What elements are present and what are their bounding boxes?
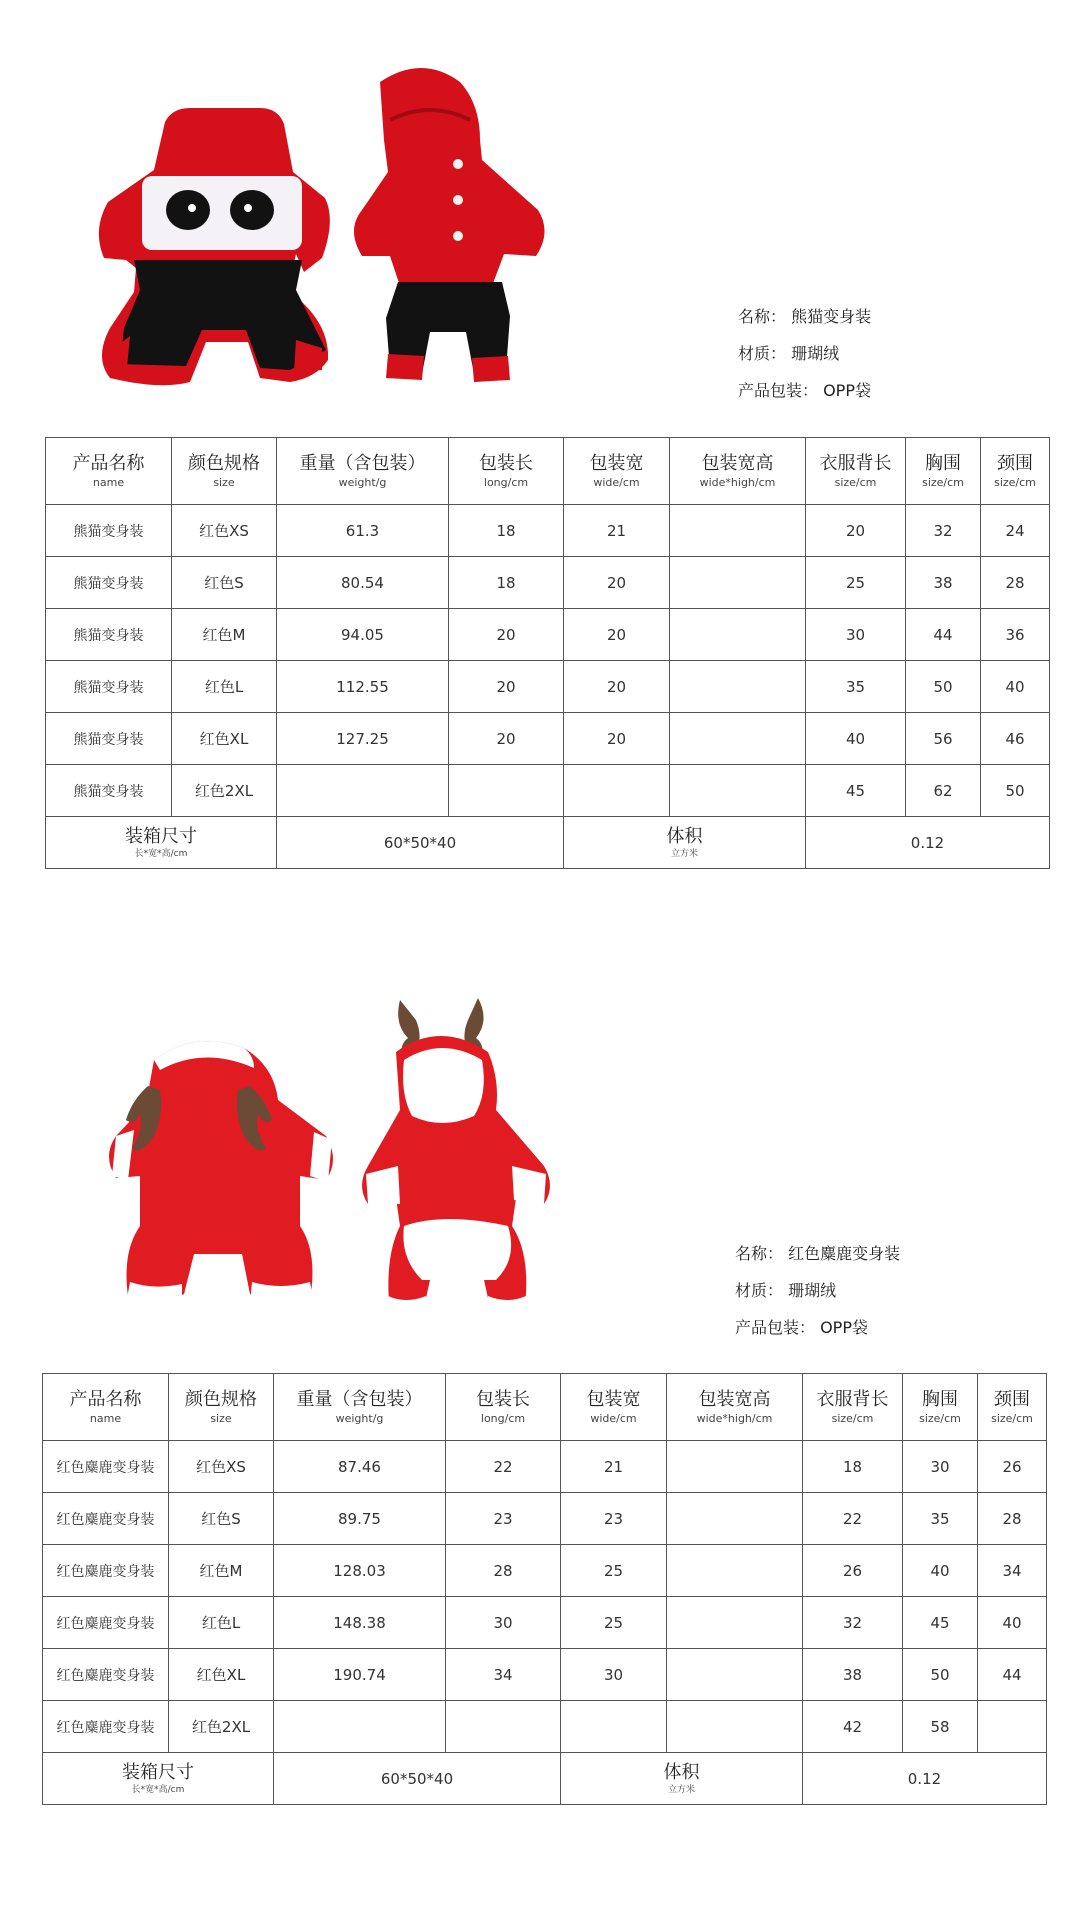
cell-back-length: 32 [803,1597,903,1649]
cell-weight: 80.54 [277,557,449,609]
spec-table-reindeer [42,1373,1047,1805]
cell-chest: 50 [906,661,981,713]
cell-chest: 50 [903,1649,978,1701]
cell-weight: 94.05 [277,609,449,661]
cell-pack-width: 20 [564,713,670,765]
header-pack-width: 包装宽 wide/cm [561,1374,667,1441]
cell-pack-height [667,1545,803,1597]
cell-neck: 36 [981,609,1050,661]
cell-back-length: 25 [806,557,906,609]
cell-name: 红色麋鹿变身装 [43,1493,169,1545]
product-section-panda [0,0,1082,880]
cell-pack-height [667,1701,803,1753]
cell-pack-width: 20 [564,661,670,713]
cell-size: 红色2XL [172,765,277,817]
volume-label: 体积 立方米 [564,817,806,869]
cell-name: 红色麋鹿变身装 [43,1597,169,1649]
cell-pack-height [670,765,806,817]
cell-name: 红色麋鹿变身装 [43,1441,169,1493]
product-info-reindeer [735,1235,900,1346]
cell-neck [978,1701,1047,1753]
reindeer-costume-front [362,998,550,1326]
cell-size: 红色XL [172,713,277,765]
cell-pack-length: 30 [446,1597,561,1649]
reindeer-costume-photo [104,990,604,1350]
cell-neck: 50 [981,765,1050,817]
cell-back-length: 20 [806,505,906,557]
cell-name: 红色麋鹿变身装 [43,1545,169,1597]
header-neck: 颈围 size/cm [978,1374,1047,1441]
cell-weight: 148.38 [274,1597,446,1649]
cell-neck: 46 [981,713,1050,765]
cell-pack-height [667,1649,803,1701]
product-material-text: 材质： 珊瑚绒 [738,344,840,363]
cell-pack-height [667,1597,803,1649]
cell-weight: 127.25 [277,713,449,765]
cell-pack-length: 18 [449,557,564,609]
cell-pack-height [670,713,806,765]
cell-pack-height [670,661,806,713]
cell-pack-width: 20 [564,609,670,661]
cell-neck: 34 [978,1545,1047,1597]
cell-chest: 58 [903,1701,978,1753]
cell-neck: 26 [978,1441,1047,1493]
header-chest: 胸围 size/cm [903,1374,978,1441]
cell-back-length: 30 [806,609,906,661]
table-row [43,1545,1047,1597]
cell-size: 红色XL [169,1649,274,1701]
table-row [46,609,1050,661]
cell-pack-width: 30 [561,1649,667,1701]
cell-pack-length: 18 [449,505,564,557]
cell-chest: 62 [906,765,981,817]
cell-pack-width: 20 [564,557,670,609]
cell-weight: 128.03 [274,1545,446,1597]
table-row [43,1441,1047,1493]
cell-name: 红色麋鹿变身装 [43,1701,169,1753]
box-size-label: 装箱尺寸 长*宽*高/cm [43,1753,274,1805]
cell-pack-width: 23 [561,1493,667,1545]
cell-back-length: 45 [806,765,906,817]
cell-chest: 40 [903,1545,978,1597]
cell-pack-length: 28 [446,1545,561,1597]
product-info-panda [738,298,871,409]
product-section-reindeer [0,960,1082,1920]
cell-pack-length: 20 [449,713,564,765]
cell-chest: 56 [906,713,981,765]
cell-name: 熊猫变身装 [46,557,172,609]
product-packaging-text: 产品包装： OPP袋 [735,1318,868,1337]
table-row [46,505,1050,557]
cell-weight: 190.74 [274,1649,446,1701]
table-footer-row [43,1753,1047,1805]
cell-size: 红色XS [172,505,277,557]
product-name-text: 名称： 熊猫变身装 [738,307,872,326]
product-material-text: 材质： 珊瑚绒 [735,1281,837,1300]
header-pack-height: 包装宽高 wide*high/cm [670,438,806,505]
volume-value: 0.12 [803,1753,1047,1805]
header-pack-length: 包装长 long/cm [449,438,564,505]
cell-pack-length [446,1701,561,1753]
box-size-label: 装箱尺寸 长*宽*高/cm [46,817,277,869]
cell-neck: 40 [981,661,1050,713]
cell-pack-height [667,1441,803,1493]
table-footer-row [46,817,1050,869]
cell-pack-length: 23 [446,1493,561,1545]
cell-name: 红色麋鹿变身装 [43,1649,169,1701]
product-packaging-text: 产品包装： OPP袋 [738,381,871,400]
cell-neck: 40 [978,1597,1047,1649]
cell-back-length: 22 [803,1493,903,1545]
panda-costume-front [99,108,330,385]
header-weight: 重量（含包装） weight/g [277,438,449,505]
cell-weight: 89.75 [274,1493,446,1545]
cell-name: 熊猫变身装 [46,505,172,557]
reindeer-costume-back [109,1041,333,1310]
cell-size: 红色S [172,557,277,609]
table-header-row [43,1374,1047,1441]
cell-weight [277,765,449,817]
cell-pack-length [449,765,564,817]
cell-chest: 45 [903,1597,978,1649]
cell-neck: 24 [981,505,1050,557]
table-row [43,1649,1047,1701]
cell-pack-height [667,1493,803,1545]
cell-name: 熊猫变身装 [46,661,172,713]
cell-chest: 35 [903,1493,978,1545]
table-row [46,557,1050,609]
cell-back-length: 26 [803,1545,903,1597]
cell-size: 红色XS [169,1441,274,1493]
table-row [46,765,1050,817]
cell-name: 熊猫变身装 [46,713,172,765]
cell-back-length: 38 [803,1649,903,1701]
cell-pack-length: 20 [449,661,564,713]
volume-label: 体积 立方米 [561,1753,803,1805]
cell-pack-width: 25 [561,1545,667,1597]
cell-pack-height [670,505,806,557]
header-size: 颜色规格 size [169,1374,274,1441]
cell-size: 红色L [169,1597,274,1649]
header-name: 产品名称 name [46,438,172,505]
table-row [43,1597,1047,1649]
table-row [46,661,1050,713]
cell-chest: 38 [906,557,981,609]
cell-back-length: 42 [803,1701,903,1753]
product-name-text: 名称： 红色麋鹿变身装 [735,1244,901,1263]
cell-size: 红色M [172,609,277,661]
cell-back-length: 35 [806,661,906,713]
cell-name: 熊猫变身装 [46,609,172,661]
cell-weight: 112.55 [277,661,449,713]
spec-table-panda [45,437,1050,869]
cell-pack-length: 34 [446,1649,561,1701]
volume-value: 0.12 [806,817,1050,869]
table-row [43,1493,1047,1545]
header-back-length: 衣服背长 size/cm [803,1374,903,1441]
header-size: 颜色规格 size [172,438,277,505]
cell-pack-length: 22 [446,1441,561,1493]
header-neck: 颈围 size/cm [981,438,1050,505]
cell-pack-height [670,557,806,609]
cell-back-length: 40 [806,713,906,765]
cell-size: 红色M [169,1545,274,1597]
box-size-value: 60*50*40 [277,817,564,869]
cell-neck: 44 [978,1649,1047,1701]
cell-name: 熊猫变身装 [46,765,172,817]
cell-size: 红色S [169,1493,274,1545]
cell-chest: 32 [906,505,981,557]
table-row [43,1701,1047,1753]
cell-pack-length: 20 [449,609,564,661]
cell-pack-width [561,1701,667,1753]
cell-back-length: 18 [803,1441,903,1493]
header-chest: 胸围 size/cm [906,438,981,505]
cell-weight: 61.3 [277,505,449,557]
panda-costume-photo [90,60,600,440]
cell-pack-width: 25 [561,1597,667,1649]
cell-chest: 44 [906,609,981,661]
cell-size: 红色L [172,661,277,713]
panda-costume-back [354,68,545,382]
cell-pack-height [670,609,806,661]
header-weight: 重量（含包装） weight/g [274,1374,446,1441]
cell-size: 红色2XL [169,1701,274,1753]
header-pack-width: 包装宽 wide/cm [564,438,670,505]
table-header-row [46,438,1050,505]
header-back-length: 衣服背长 size/cm [806,438,906,505]
header-pack-length: 包装长 long/cm [446,1374,561,1441]
cell-weight [274,1701,446,1753]
cell-pack-width [564,765,670,817]
cell-neck: 28 [981,557,1050,609]
cell-neck: 28 [978,1493,1047,1545]
cell-weight: 87.46 [274,1441,446,1493]
cell-pack-width: 21 [564,505,670,557]
header-name: 产品名称 name [43,1374,169,1441]
table-row [46,713,1050,765]
cell-chest: 30 [903,1441,978,1493]
header-pack-height: 包装宽高 wide*high/cm [667,1374,803,1441]
cell-pack-width: 21 [561,1441,667,1493]
box-size-value: 60*50*40 [274,1753,561,1805]
